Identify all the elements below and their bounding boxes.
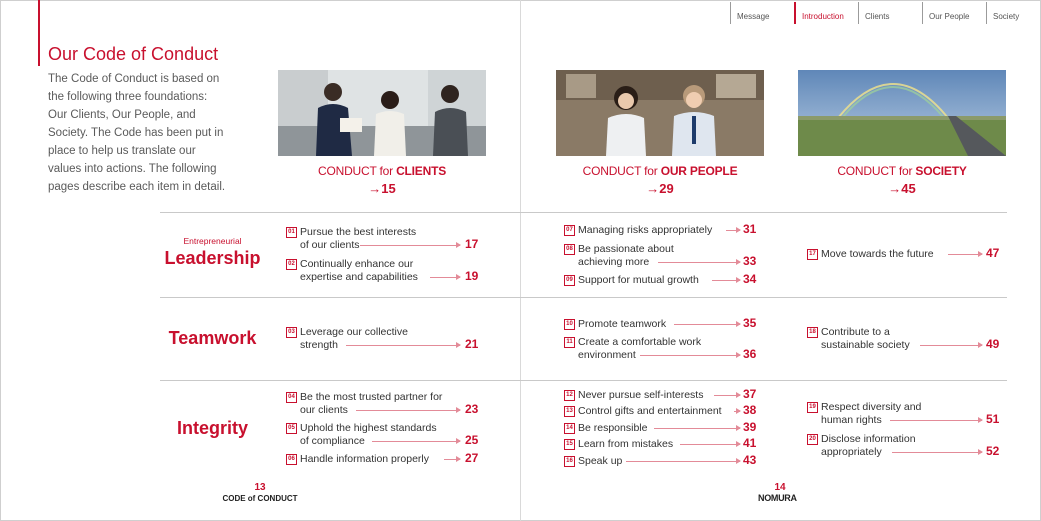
item-page-number: 38	[743, 403, 757, 417]
row-label-small: Entrepreneurial	[183, 236, 242, 246]
item-text: Be passionate about achieving more	[578, 243, 674, 268]
conduct-item-09[interactable]	[564, 274, 763, 302]
arrow-icon	[640, 355, 740, 356]
item-text: Speak up	[578, 455, 623, 467]
our-people-photo	[556, 70, 764, 156]
arrow-icon	[680, 444, 740, 445]
item-number-badge: 04	[286, 392, 297, 403]
conduct-item-18[interactable]	[807, 326, 1006, 354]
item-number-badge: 20	[807, 434, 818, 445]
column-name: OUR PEOPLE	[660, 164, 738, 178]
item-number-badge: 17	[807, 249, 818, 260]
item-text: Leverage our collective strength	[300, 326, 408, 351]
item-page-number: 41	[743, 436, 757, 450]
item-text: Promote teamwork	[578, 318, 667, 330]
conduct-item-11[interactable]	[564, 336, 763, 364]
item-page-number: 43	[743, 453, 757, 467]
row-label-teamwork	[160, 328, 265, 349]
item-page-number: 39	[743, 420, 757, 434]
arrow-icon	[674, 324, 740, 325]
item-text: Learn from mistakes	[578, 438, 674, 450]
conduct-item-06[interactable]	[286, 453, 485, 481]
item-text: Disclose information appropriately	[821, 433, 916, 458]
row-divider	[160, 380, 1007, 381]
item-text: Managing risks appropriately	[578, 224, 713, 236]
arrow-icon	[626, 461, 740, 462]
folio-right	[730, 482, 830, 493]
column-prefix: CONDUCT for	[837, 164, 916, 178]
item-number-badge: 06	[286, 454, 297, 465]
item-number-badge: 13	[564, 406, 575, 417]
item-text: Continually enhance our expertise and capabilities	[300, 258, 418, 283]
page-title: Our Code of Conduct	[48, 44, 219, 64]
item-number-badge: 08	[564, 244, 575, 255]
item-number-badge: 10	[564, 319, 575, 330]
item-page-number: 34	[743, 272, 757, 286]
nomura-logo: NOMURA	[758, 493, 797, 503]
item-page-number: 19	[465, 269, 479, 283]
column-head-our-people	[556, 164, 764, 196]
title-accent-bar	[38, 0, 40, 66]
arrow-icon	[372, 441, 460, 442]
item-text: Create a comfortable work environment	[578, 336, 702, 361]
item-number-badge: 03	[286, 327, 297, 338]
conduct-item-04[interactable]	[286, 391, 485, 419]
item-page-number: 33	[743, 254, 757, 268]
page-number: 13	[254, 482, 266, 493]
arrow-icon	[920, 345, 982, 346]
arrow-icon	[734, 411, 740, 412]
column-page-link[interactable]: →45	[888, 181, 916, 196]
conduct-item-17[interactable]	[807, 248, 1006, 276]
society-photo	[798, 70, 1006, 156]
column-head-clients	[278, 164, 486, 196]
item-page-number: 27	[465, 451, 479, 465]
arrow-icon	[360, 245, 460, 246]
intro-paragraph: The Code of Conduct is based on the following three foundations: Our Clients, Our People, and Society. The Code has been put in place to help us translate our values into actions. The following pages describe each item in detail.	[48, 73, 226, 193]
item-text: Pursue the best interests of our clients	[300, 226, 417, 251]
item-number-badge: 12	[564, 390, 575, 401]
item-text: Contribute to a sustainable society	[821, 326, 910, 351]
item-page-number: 17	[465, 237, 479, 251]
conduct-item-08[interactable]	[564, 243, 763, 271]
item-page-number: 21	[465, 337, 479, 351]
arrow-icon	[356, 410, 460, 411]
item-text: Be responsible	[578, 422, 648, 434]
item-text: Uphold the highest standards of compliance	[300, 422, 437, 447]
row-label-leadership	[160, 236, 265, 269]
item-text: Be the most trusted partner for our clients	[300, 391, 443, 416]
arrow-icon	[726, 230, 740, 231]
page-spine	[520, 0, 521, 521]
item-page-number: 51	[986, 412, 1000, 426]
footer-label: CODE of CONDUCT	[222, 494, 298, 503]
conduct-item-20[interactable]	[807, 433, 1006, 461]
column-prefix: CONDUCT for	[582, 164, 661, 178]
item-text: Handle information properly	[300, 453, 429, 465]
row-label-big: Teamwork	[168, 328, 257, 348]
item-number-badge: 01	[286, 227, 297, 238]
item-number-badge: 07	[564, 225, 575, 236]
column-head-society	[798, 164, 1006, 196]
folio-left	[210, 482, 310, 503]
item-number-badge: 16	[564, 456, 575, 467]
nav-tab-society[interactable]: Society	[986, 2, 1041, 24]
arrow-icon	[712, 280, 740, 281]
arrow-icon	[890, 420, 982, 421]
item-number-badge: 02	[286, 259, 297, 270]
conduct-item-16[interactable]	[564, 455, 763, 483]
row-divider	[160, 212, 1007, 213]
nav-tab-clients[interactable]: Clients	[858, 2, 922, 24]
arrow-icon	[444, 459, 460, 460]
conduct-item-02[interactable]	[286, 258, 485, 286]
column-name: CLIENTS	[396, 164, 446, 178]
item-page-number: 23	[465, 402, 479, 416]
row-label-big: Integrity	[176, 418, 248, 438]
arrow-icon	[654, 428, 740, 429]
item-text: Never pursue self-interests	[578, 389, 704, 401]
item-number-badge: 15	[564, 439, 575, 450]
clients-photo	[278, 70, 486, 156]
item-page-number: 49	[986, 337, 1000, 351]
item-page-number: 35	[743, 316, 757, 330]
arrow-icon	[658, 262, 740, 263]
nav-tab-message[interactable]: Message	[730, 2, 794, 24]
item-page-number: 36	[743, 347, 757, 361]
arrow-icon	[430, 277, 460, 278]
nav-tab-introduction[interactable]: Introduction	[794, 2, 858, 24]
item-number-badge: 19	[807, 402, 818, 413]
conduct-item-05[interactable]	[286, 422, 485, 450]
item-number-badge: 11	[564, 337, 575, 348]
item-page-number: 52	[986, 444, 1000, 458]
arrow-icon	[714, 395, 740, 396]
item-text: Respect diversity and human rights	[821, 401, 922, 426]
item-page-number: 25	[465, 433, 479, 447]
item-page-number: 31	[743, 222, 757, 236]
nav-tab-our-people[interactable]: Our People	[922, 2, 986, 24]
conduct-item-01[interactable]	[286, 226, 485, 254]
item-text: Support for mutual growth	[578, 274, 699, 286]
column-prefix: CONDUCT for	[318, 164, 397, 178]
arrow-icon	[948, 254, 982, 255]
conduct-item-19[interactable]	[807, 401, 1006, 429]
column-page-link[interactable]: →15	[368, 181, 396, 196]
item-number-badge: 05	[286, 423, 297, 434]
row-label-big: Leadership	[164, 248, 261, 268]
item-page-number: 37	[743, 387, 757, 401]
arrow-icon	[892, 452, 982, 453]
item-text: Move towards the future	[821, 248, 934, 260]
conduct-item-03[interactable]	[286, 326, 485, 354]
item-text: Control gifts and entertainment	[578, 405, 722, 417]
item-page-number: 47	[986, 246, 1000, 260]
row-label-integrity	[160, 418, 265, 439]
item-number-badge: 09	[564, 275, 575, 286]
section-nav	[730, 2, 1041, 24]
page-number: 14	[774, 482, 786, 493]
item-number-badge: 14	[564, 423, 575, 434]
column-page-link[interactable]: →29	[646, 181, 674, 196]
arrow-icon	[346, 345, 460, 346]
column-name: SOCIETY	[915, 164, 967, 178]
item-number-badge: 18	[807, 327, 818, 338]
